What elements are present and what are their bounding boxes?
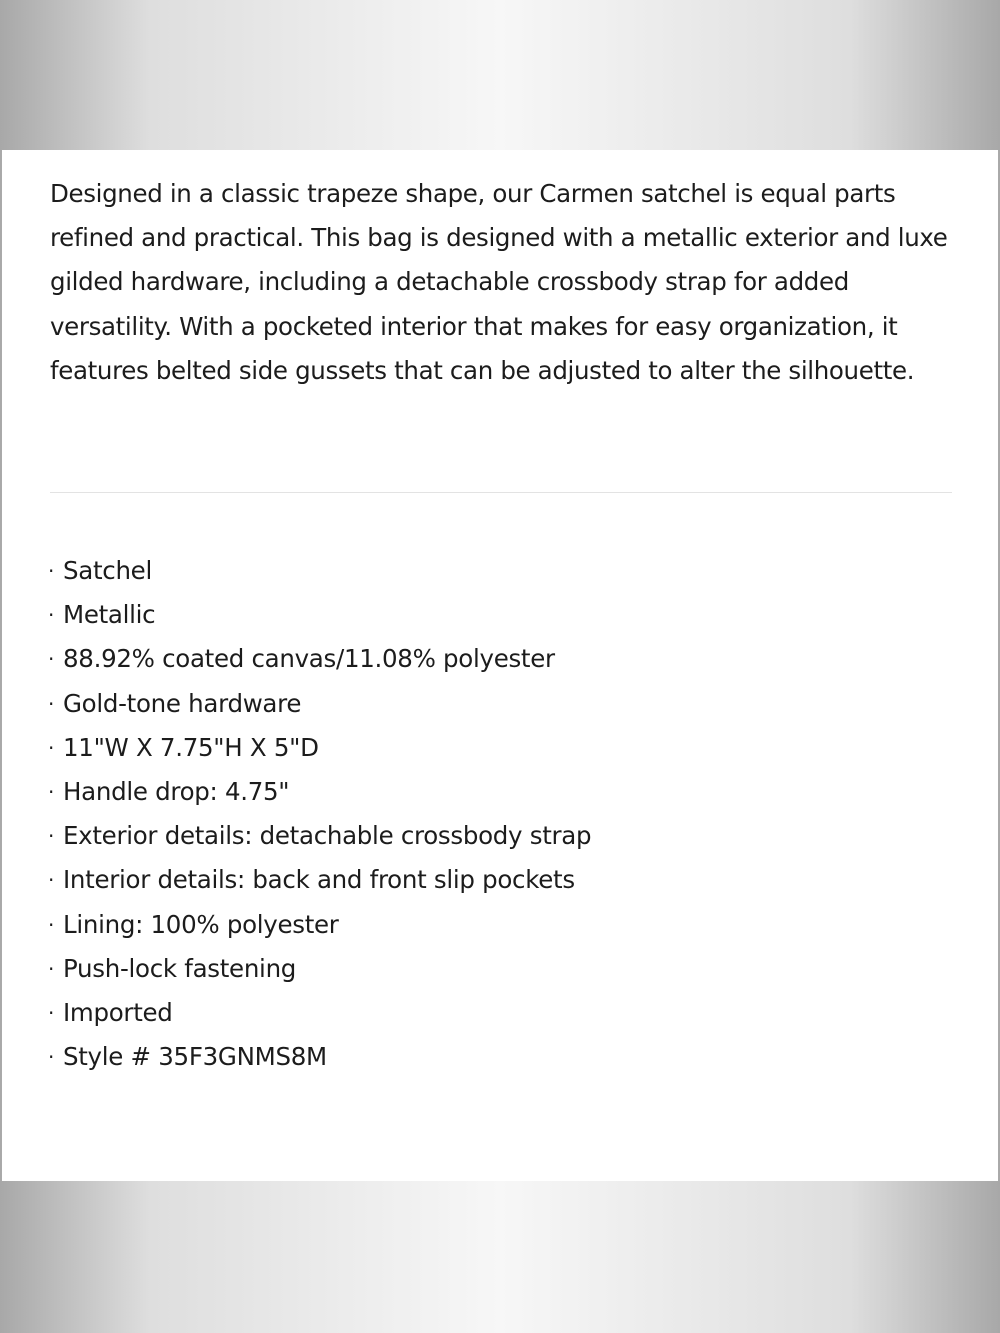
product-description: Designed in a classic trapeze shape, our Carmen satchel is equal parts refined and practical. This bag is designed with a metallic exterior and luxe gilded hardware, including a detachable crossbody strap for added versatility. With a pocketed interior that makes for easy organization, it features belted side gussets that can be adjusted to alter the silhouette. bbox=[50, 179, 948, 385]
bullet-icon: · bbox=[48, 912, 55, 937]
bullet-icon: · bbox=[48, 559, 55, 583]
detail-item bbox=[48, 726, 591, 770]
bullet-icon: · bbox=[48, 735, 55, 760]
detail-text: Handle drop: 4.75" bbox=[63, 777, 290, 807]
bottom-background bbox=[0, 1181, 1000, 1333]
detail-item bbox=[48, 1035, 591, 1079]
detail-text: Interior details: back and front slip pockets bbox=[63, 865, 575, 895]
detail-item bbox=[48, 770, 591, 814]
detail-text: 11"W X 7.75"H X 5"D bbox=[63, 732, 319, 762]
detail-item bbox=[48, 991, 591, 1035]
detail-text: Metallic bbox=[63, 600, 156, 630]
bullet-icon: · bbox=[48, 603, 55, 628]
detail-item bbox=[48, 947, 591, 991]
bullet-icon: · bbox=[48, 1001, 55, 1026]
bullet-icon: · bbox=[48, 647, 55, 672]
detail-item bbox=[48, 903, 591, 947]
product-details-list bbox=[48, 549, 591, 1079]
bullet-icon: · bbox=[48, 956, 55, 981]
detail-item bbox=[48, 593, 591, 637]
detail-text: 88.92% coated canvas/11.08% polyester bbox=[63, 644, 555, 674]
bullet-icon: · bbox=[48, 1045, 55, 1070]
detail-item bbox=[48, 682, 591, 726]
bullet-icon: · bbox=[48, 824, 55, 849]
bullet-icon: · bbox=[48, 691, 55, 716]
detail-text: Style # 35F3GNMS8M bbox=[63, 1042, 327, 1072]
detail-item bbox=[48, 637, 591, 681]
detail-text: Exterior details: detachable crossbody strap bbox=[63, 821, 592, 851]
section-divider bbox=[50, 492, 952, 493]
detail-text: Gold-tone hardware bbox=[63, 688, 302, 718]
product-details-panel bbox=[2, 150, 998, 1181]
detail-text: Imported bbox=[63, 998, 173, 1028]
detail-item bbox=[48, 549, 591, 593]
detail-text: Push-lock fastening bbox=[63, 953, 297, 983]
bullet-icon: · bbox=[48, 780, 55, 805]
detail-item bbox=[48, 858, 591, 902]
bullet-icon: · bbox=[48, 868, 55, 893]
detail-item bbox=[48, 814, 591, 858]
detail-text: Satchel bbox=[63, 556, 152, 585]
detail-text: Lining: 100% polyester bbox=[63, 909, 339, 939]
top-background bbox=[0, 0, 1000, 150]
